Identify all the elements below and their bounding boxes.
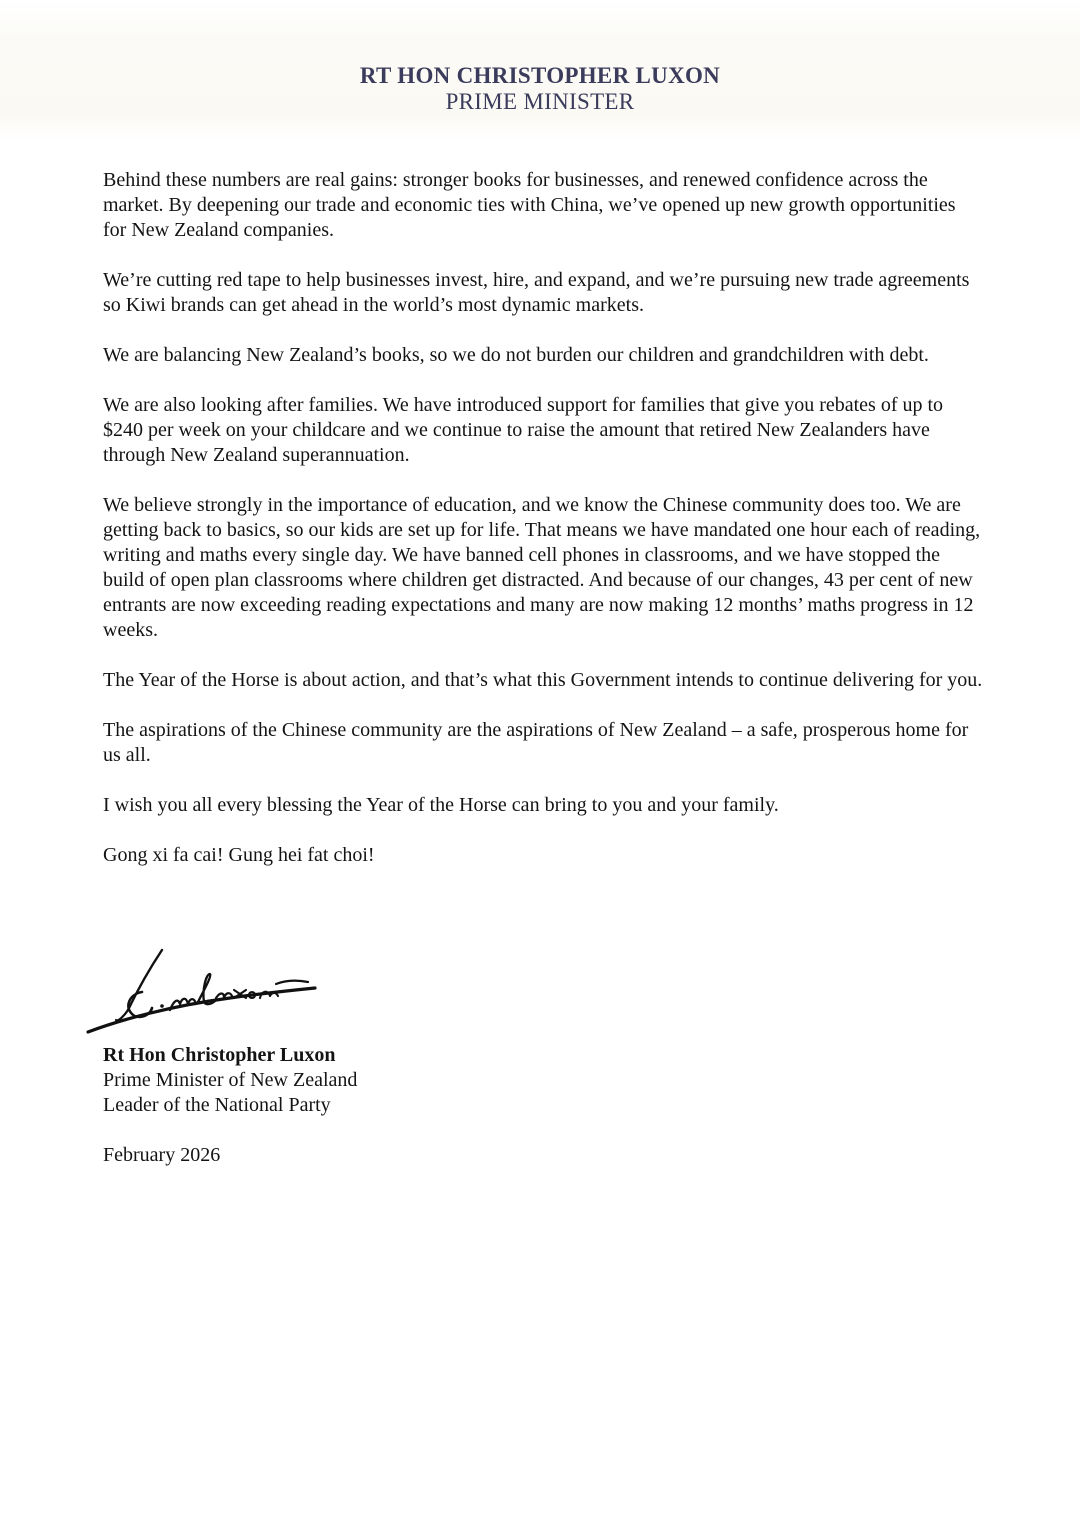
letter-date: February 2026 [103,1144,221,1166]
signatory-name: Rt Hon Christopher Luxon [103,1044,336,1066]
paragraph: We believe strongly in the importance of education, and we know the Chinese community does too. We are getting back to basics, so our kids are set up for life. That means we have mandated one hour each of reading, writing and maths every single day. We have banned cell phones in classrooms, and we have stopped the build of open plan classrooms where children get distracted. And because of our changes, 43 per cent of new entrants are now exceeding reading expectations and many are now making 12 months’ maths progress in 12 weeks. [103,494,981,641]
paragraph: The aspirations of the Chinese community are the aspirations of New Zealand – a safe, prosperous home for us all. [103,719,969,766]
paragraph: We are also looking after families. We have introduced support for families that give you rebates of up to $240 per week on your childcare and we continue to raise the amount that retired New Zealanders have through New Zealand superannuation. [103,394,944,466]
letter-body [103,168,983,893]
paragraph: The Year of the Horse is about action, and that’s what this Government intends to continue delivering for you. [103,669,983,691]
handwritten-signature [80,940,330,1040]
paragraph: We’re cutting red tape to help businesses invest, hire, and expand, and we’re pursuing new trade agreements so Kiwi brands can get ahead in the world’s most dynamic markets. [103,269,970,316]
paragraph: Gong xi fa cai! Gung hei fat choi! [103,844,375,866]
signatory-role: Prime Minister of New Zealand [103,1069,358,1091]
signature-block [103,1043,357,1118]
letterhead-title: PRIME MINISTER [445,89,635,114]
paragraph: I wish you all every blessing the Year of the Horse can bring to you and your family. [103,794,779,816]
paragraph: We are balancing New Zealand’s books, so we do not burden our children and grandchildren with debt. [103,344,929,366]
letterhead-name: RT HON CHRISTOPHER LUXON [359,63,721,88]
signatory-party-role: Leader of the National Party [103,1094,331,1116]
paragraph: Behind these numbers are real gains: stronger books for businesses, and renewed confidence across the market. By deepening our trade and economic ties with China, we’ve opened up new growth opportunities for New Zealand companies. [103,169,956,241]
